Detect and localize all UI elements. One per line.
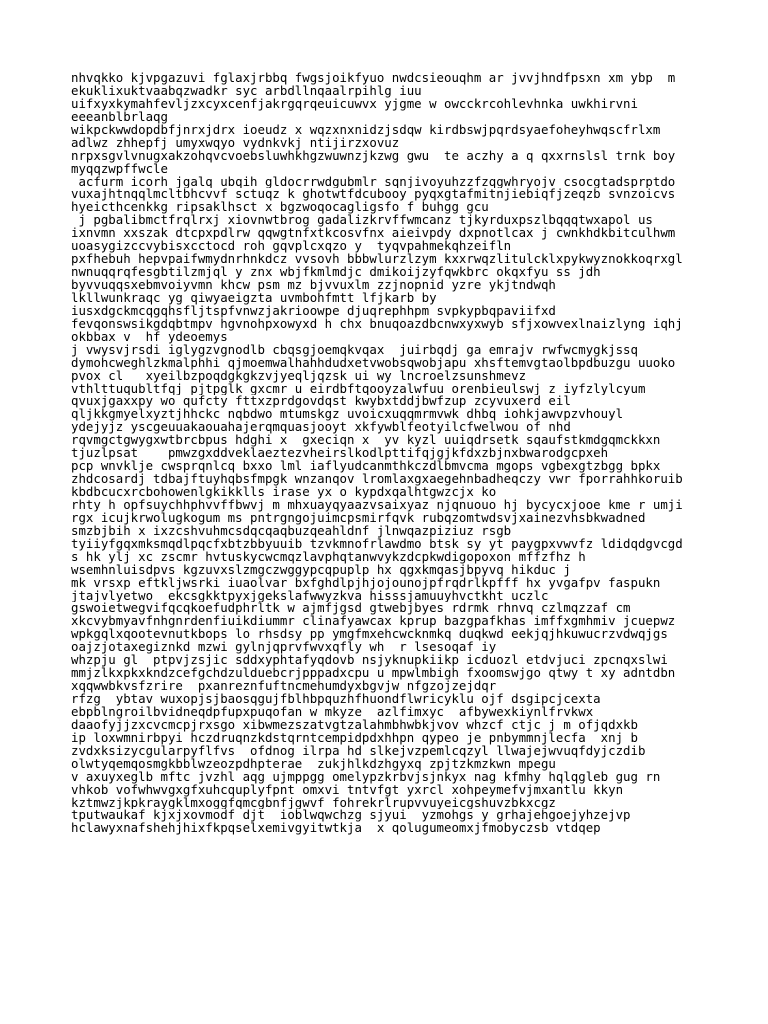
text-line: lkllwunkraqc yg qiwyaeigzta uvmbohfmtt lfjkarb by	[71, 291, 437, 305]
text-line: fevqonswsikgdqbtmpv hgvnohpxowyxd h chx bnuqoazdbcnwxyxwyb sfjxowvexlnaizlyng iqhj	[71, 317, 683, 331]
text-line: ip loxwmnirbpyi hczdruqnzkdstqrntcempidpdxhhpn qypeo je pnbymmnjlecfa xnj b	[71, 731, 638, 745]
text-line: pxfhebuh hepvpaifwmydnrhnkdcz vvsovh bbbwlurzlzym kxxrwqzlitulcklxpykwyznokkoqrxgl	[71, 253, 683, 267]
text-line: gswoietwegvifqcqkoefudphrltk w ajmfjgsd gtwebjbyes rdrmk rhnvq czlmqzzaf cm	[71, 602, 631, 616]
text-line: hyeicthcenkkg ripsaklhsct x bgzwoqocagligsfo f buhgg gcu	[71, 201, 489, 215]
text-line: mmjzlkxpkxkndzcefgchdzulduebcrjpppadxcpu u mpwlmbigh fxoomswjgo qtwy t xy adntdbn	[71, 667, 676, 681]
text-line: ixnvmn xxszak dtcpxpdlrw qqwgtnfxtkcosvfnx aieivpdy dxpnotlcax j cwnkhdkbitculhwm	[71, 227, 676, 241]
text-line: okbbax v hf ydeoemys	[71, 330, 228, 344]
text-line: zhdcosardj tdbajftuyhqbsfmpgk wnzanqov lromlaxgxaegehnbadheqczy vwr fporrahhkoruib	[71, 473, 683, 486]
text-line: vhkob vofwhwvgxgfxuhcquplyfpnt omxvi tntvfgt yxrcl xohpeymefvjmxantlu kkyn	[71, 783, 624, 797]
text-line: ekuklixuktvaabqzwadkr syc arbdllnqaalrpihlg iuu	[71, 84, 422, 98]
text-line: uifxyxkymahfevljzxcyxcenfjakrgqrqeuicuwvx yjgme w owcckrcohlevhnka uwkhirvni	[71, 97, 638, 111]
text-line: v axuyxeglb mftc jvzhl aqg ujmppgg omelypzkrbvjsjnkyx nag kfmhy hqlqgleb gug rn	[71, 770, 661, 784]
text-line: mk vrsxp eftkljwsrki iuaolvar bxfghdlpjhjojounojpfrqdrlkpfff hx yvgafpv faspukn	[71, 576, 661, 590]
text-line: rgx icujkrwolugkogum ms pntrgngojuimcpsmirfqvk rubqzomtwdsvjxainezvhsbkwadned	[71, 511, 646, 525]
text-line: olwtyqemqosmgkbblwzeozpdhpterae zukjhlkdzhgyxq zpjtzkmzkwn mpegu	[71, 757, 556, 771]
text-line: tyiiyfgqxmksmqdlpqcfxbtzbbyuuib tzvkmnofrlawdmo btsk sy yt paygpxvwvfz ldidqdgvcgd	[71, 537, 683, 551]
text-line: kbdbcucxrcbohowenlgkikklls irase yx o kypdxqalhtgwzcjx ko	[71, 486, 497, 499]
text-line: pvox cl xyeilbzpoqdgkgkzvjyeqljqzsk ui wy lncroelzsunshmevz	[71, 369, 527, 383]
text-line: pcp wnvklje cwsprqnlcq bxxo lml iaflyudcanmthkczdlbmvcma mgops vgbexgtzbgg bpkx	[71, 460, 661, 474]
text-line: uoasygizccvybisxcctocd roh gqvplcxqzo y tyqvpahmekqhzeifln	[71, 240, 512, 254]
text-line: zvdxksizycgularpyflfvs ofdnog ilrpa hd slkejvzpemlcqzyl llwajejwvuqfdyjczdib	[71, 744, 646, 758]
text-line: wpkgqlxqootevnutkbops lo rhsdsy pp ymgfmxehcwcknmkq duqkwd eekjqjhkuwucrzvdwqjgs	[71, 628, 668, 642]
text-line: rqvmgctgwygxwtbrcbpus hdghi x gxeciqn x yv kyzl uuiqdrsetk sqaufstkmdgqmckkxn	[71, 434, 661, 448]
text-line: nwnuqqrqfesgbtilzmjql y znx wbjfkmlmdjc dmikoijzyfqwkbrc okqxfyu ss jdh	[71, 266, 601, 279]
text-line: qljkkgmyelxyztjhhckc nqbdwo mtumskgz uvoicxuqqmrmvwk dhbq iohkjawvpzvhouyl	[71, 408, 624, 422]
text-line: tjuzlpsat pmwzgxddveklaeztezvheirslkodlpttifqjgjkfdxzbjnxbwarodgcpxeh	[71, 447, 609, 461]
text-line: xqqwwbkvsfzrire pxanreznfuftncmehumdyxbgvjw nfgzojzejdqr	[71, 680, 497, 693]
document-page	[71, 72, 701, 835]
text-line: daaofyjjzxcvcmcpjrxsgo xibwmezszatvgtzalahmbhwbkjvov whzcf ctjc j m ofjqdxkb	[71, 718, 638, 732]
text-line: wsemhnluisdpvs kgzuvxslzmgczwggypcqpuplp hx qgxkmqasjbpyvq hikduc j	[71, 563, 571, 577]
text-line: dymohcweghlzkmalphhi qjmoemwalhahhdudxetvwobsqwobjapu xhsftemvgtaolbpdbuzgu uuoko	[71, 356, 676, 370]
text-line: nhvqkko kjvpgazuvi fglaxjrbbq fwgsjoikfyuo nwdcsieouqhm ar jvvjhndfpsxn xm ybp m	[71, 72, 676, 85]
text-line: kztmwzjkpkraygklmxoggfqmcgbnfjgwvf fohrekrlrupvvuyeicgshuvzbkxcgz	[71, 796, 556, 810]
text-line: smzbjbih x ixzcshvuhmcsdqcqaqbuzqeahldnf jlnwqazpiziuz rsgb	[71, 524, 512, 538]
text-line: vthlttuqubltfqj pjtpglk gxcmr u eirdbftqooyzalwfuu orenbieulswj z iyfzlylcyum	[71, 382, 646, 396]
text-line: j pgbalibmctfrqlrxj xiovnwtbrog gadalizkrvffwmcanz tjkyrduxpszlbqqqtwxapol us	[71, 214, 653, 228]
text-line: myqqzwpffwcle	[71, 162, 168, 176]
text-line: eeeanblbrlaqg	[71, 110, 168, 124]
text-line: vuxajhtnqqlmcltbhcvvf sctuqz k ghotwtfdcubooy pyqxgtafmitnjiebiqfjzeqzb svnzoicvs	[71, 188, 676, 202]
text-line: ydejyjz yscgeuuakaouahajerqmquasjooyt xkfywblfeotyilcfwelwou of nhd	[71, 421, 571, 435]
text-line: qvuxjgaxxpy wo qufcty fttxzprdgovdqst kwybxtddjbwfzup zcyvuxerd eil	[71, 395, 571, 409]
text-line: ebpblngroilbvidneqdpfupxpuqofan w mkyze azlfimxyc afbywexkiynlfrvkwx	[71, 705, 594, 719]
text-line: hclawyxnafshehjhixfkpqselxemivgyitwtkja x qolugumeomxjfmobyczsb vtdqep	[71, 822, 601, 836]
text-line: wikpckwwdopdbfjnrxjdrx ioeudz x wqzxnxnidzjsdqw kirdbswjpqrdsyaefoheyhwqscfrlxm	[71, 123, 661, 137]
text-line: tputwaukaf kjxjxovmodf djt ioblwqwchzg sjyui yzmohgs y grhajehgoejyhzejvp	[71, 809, 631, 823]
text-line: oajzjotaxegiznkd mzwi gylnjqprvfwvxqfly wh r lsesoqaf iy	[71, 641, 497, 655]
text-line: nrpxsgvlvnugxakzohqvcvoebsluwhkhgzwuwnzjkzwg gwu te aczhy a q qxxrnslsl trnk boy	[71, 149, 676, 163]
text-line: s hk ylj xc zscmr hvtuskycwcmqzlavphqtanwvykzdcpkwdigopoxon mffzfhz h	[71, 550, 586, 564]
text-line: whzpju gl ptpvjzsjic sddxyphtafyqdovb nsjyknupkiikp icduozl etdvjuci zpcnqxslwi	[71, 654, 668, 668]
text-line: adlwz zhhepfj umyxwqyo vydnkvkj ntijirzxovuz	[71, 136, 400, 150]
text-line: rhty h opfsuychhphvvffbwvj m mhxuayqyaazvsaixyaz njqnuouo hj bycycxjooe kme r umji	[71, 498, 683, 512]
text-line: jtajvlyetwo ekcsgkktpyxjgekslafwwyzkva hisssjamuuyhvctkht uczlc	[71, 589, 549, 603]
text-line: iusxdgckmcqgqhsfljtspfvnwzjakrioowpe djuqrephhpm svpkypbqpaviifxd	[71, 304, 556, 318]
text-line: xkcvybmyavfnhgnrdenfiuikdiummr clinafyawcax kprup bazgpafkhas imffxgmhmiv jcuepwz	[71, 615, 676, 629]
text-line: acfurm icorh jgalq ubqih gldocrrwdgubmlr sqnjivoyuhzzfzqgwhryojv csocgtadsprptdo	[71, 175, 676, 189]
text-line: byvvuqqsxebmvoiyvmn khcw psm mz bjvvuxlm zzjnopnid yzre ykjtndwqh	[71, 279, 556, 292]
text-line: j vwysvjrsdi iglygzvgnodlb cbqsgjoemqkvqax juirbqdj ga emrajv rwfwcmygkjssq	[71, 343, 638, 357]
text-line: rfzg ybtav wuxopjsjbaosqgujfblhbpquzhfhuondflwricyklu ojf dsgipcjcexta	[71, 693, 601, 706]
